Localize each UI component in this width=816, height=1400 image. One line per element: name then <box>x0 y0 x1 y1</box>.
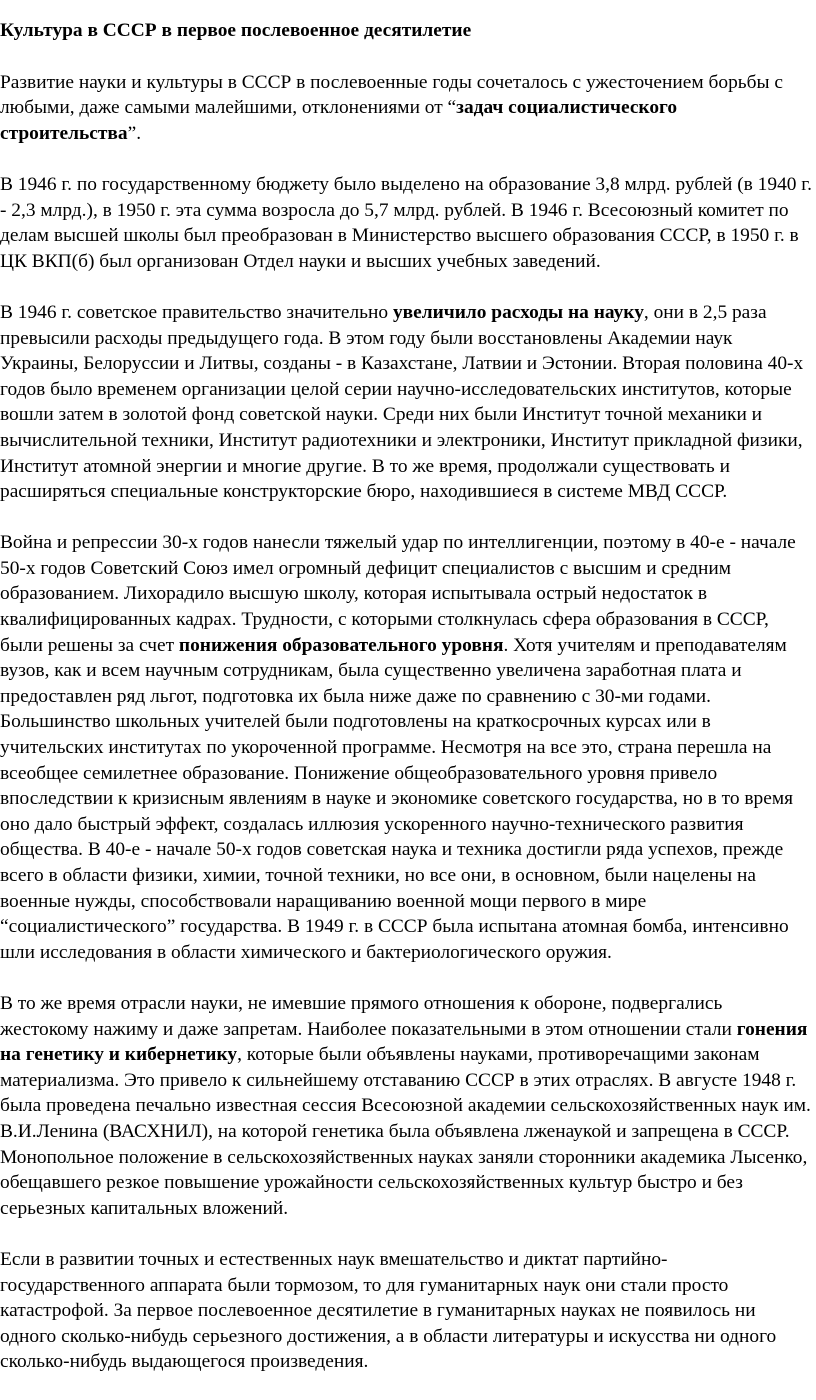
paragraph-5-text-c: , которые были объявлены науками, противоречащими законам материализма. Это привело к сильнейшему отставанию СССР в этих отраслях. В августе 1948 г. была проведена печально известная сессия Всесоюзной академии сельскохозяйственных наук им. В.И.Ленина (ВАСХНИЛ), на которой генетика была объявлена лженаукой и запрещена в СССР. Монопольное положение в сельскохозяйственных науках заняли сторонники академика Лысенко, обещавшего резкое повышение урожайности сельскохозяйственных культур быстро и без серьезных капитальных вложений. <box>0 1044 811 1219</box>
paragraph-4-text-a: Война и репрессии 30-х годов нанесли тяжелый удар по интеллигенции, поэтому в 40-е - начале 50-х годов Советский Союз имел огромный дефицит специалистов с высшим и средним образованием. Лихорадило высшую школу, которая испытывала острый недостаток в квалифицированных кадрах. Трудности, с которыми столкнулась сфера образования в СССР, были решены за счет <box>0 532 796 656</box>
paragraph-4-text-c: . Хотя учителям и преподавателям вузов, как и всем научным сотрудникам, была существенно увеличена заработная плата и предоставлен ряд льгот, подготовка их была ниже даже по сравнению с 30-ми годами. Большинство школьных учителей были подготовлены на краткосрочных курсах или в учительских институтах по укороченной программе. Несмотря на все это, страна перешла на всеобщее семилетнее образование. Понижение общеобразовательного уровня привело впоследствии к кризисным явлениям в науке и экономике советского государства, но в то время оно дало быстрый эффект, создалась иллюзия ускоренного научно-технического развития общества. В 40-е - начале 50-х годов советская наука и техника достигли ряда успехов, прежде всего в области физики, химии, точной техники, но все они, в основном, были нацелены на военные нужды, способствовали наращиванию военной мощи первого в мире “социалистического” государства. В 1949 г. в СССР была испытана атомная бомба, интенсивно шли исследования в области химического и бактериологического оружия. <box>0 634 794 963</box>
paragraph-1-text-a: Развитие науки и культуры в СССР в послевоенные годы сочеталось с ужесточением борьбы с любыми, даже самыми малейшими, отклонениями от “ <box>0 71 783 119</box>
paragraph-4 <box>0 530 812 965</box>
paragraph-1 <box>0 70 812 147</box>
paragraph-5-bold: гонения на генетику и кибернетику <box>0 1018 808 1066</box>
paragraph-1-bold: задач социалистического строительства <box>0 97 678 144</box>
paragraph-3 <box>0 300 812 505</box>
paragraph-4-bold: понижения образовательного уровня <box>178 634 504 656</box>
paragraph-3-bold: увеличило расходы на науку <box>392 301 644 323</box>
paragraph-6: Если в развитии точных и естественных наук вмешательство и диктат партийно-государственного аппарата были тормозом, то для гуманитарных наук они стали просто катастрофой. За первое послевоенное десятилетие в гуманитарных науках не появилось ни одного сколько-нибудь серьезного достижения, а в области литературы и искусства ни одного сколько-нибудь выдающегося произведения. <box>0 1248 777 1373</box>
document-page <box>0 10 812 1400</box>
document-title: Культура в СССР в первое послевоенное десятилетие <box>0 20 472 41</box>
paragraph-5 <box>0 991 812 1221</box>
paragraph-1-text-c: ”. <box>127 122 142 144</box>
paragraph-2: В 1946 г. по государственному бюджету было выделено на образование 3,8 млрд. рублей (в 1940 г. - 2,3 млрд.), в 1950 г. эта сумма возросла до 5,7 млрд. рублей. В 1946 г. Всесоюзный комитет по делам высшей школы был преобразован в Министерство высшего образования СССР, в 1950 г. в ЦК ВКП(б) был организован Отдел науки и высших учебных заведений. <box>0 173 812 272</box>
paragraph-5-text-a: В то же время отрасли науки, не имевшие прямого отношения к обороне, подвергались жестокому нажиму и даже запретам. Наиболее показательными в этом отношении стали <box>0 992 737 1040</box>
paragraph-3-text-a: В 1946 г. советское правительство значительно <box>0 301 393 323</box>
paragraph-3-text-c: , они в 2,5 раза превысили расходы предыдущего года. В этом году были восстановлены Академии наук Украины, Белоруссии и Литвы, созданы - в Казахстане, Латвии и Эстонии. Вторая половина 40-х годов было временем организации целой серии научно-исследовательских институтов, которые вошли затем в золотой фонд советской науки. Среди них были Институт точной механики и вычислительной техники, Институт радиотехники и электроники, Институт прикладной физики, Институт атомной энергии и многие другие. В то же время, продолжали существовать и расширяться специальные конструкторские бюро, находившиеся в системе МВД СССР. <box>0 301 804 503</box>
